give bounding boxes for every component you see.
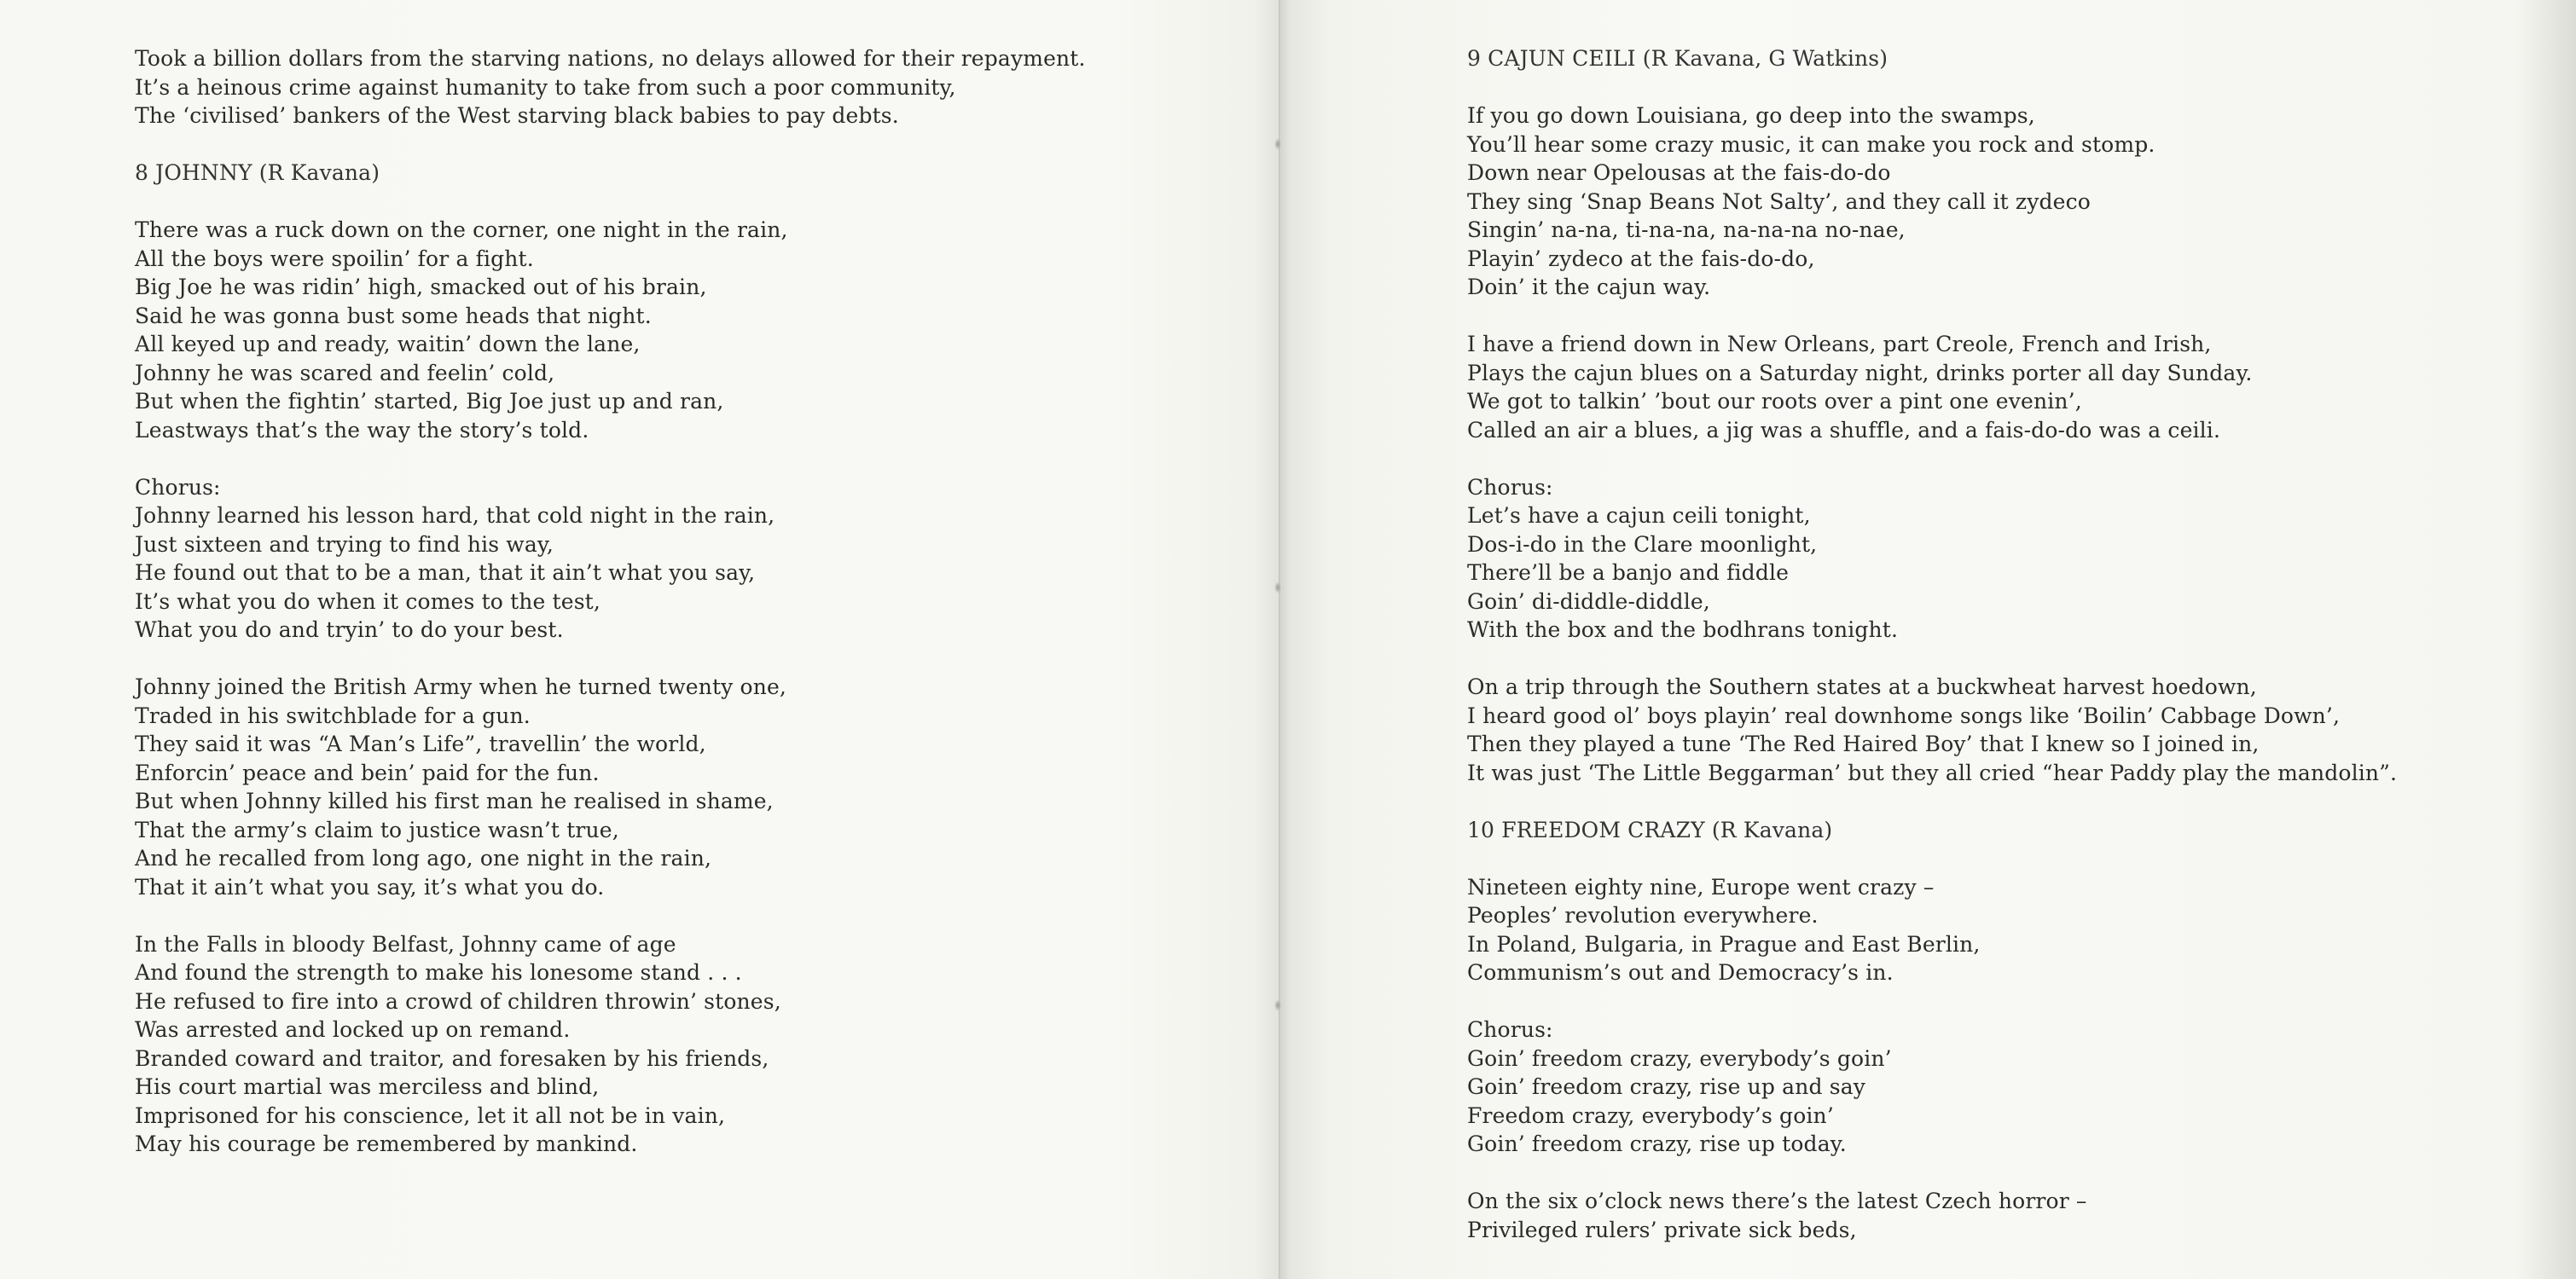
lyric-line: Traded in his switchblade for a gun.	[135, 703, 531, 728]
lyric-line: Johnny joined the British Army when he turned twenty one,	[135, 674, 787, 699]
song-10-chorus	[1467, 1045, 2397, 1159]
lyric-line: He refused to fire into a crowd of children throwin’ stones,	[135, 988, 781, 1014]
lyric-line: Down near Opelousas at the fais-do-do	[1467, 160, 1891, 185]
lyric-line: Took a billion dollars from the starving nations, no delays allowed for their repayment.	[135, 46, 1086, 71]
lyric-line: There’ll be a banjo and fiddle	[1467, 560, 1790, 585]
lyric-line: Doin’ it the cajun way.	[1467, 275, 1711, 299]
lyric-line: Goin’ di-diddle-diddle,	[1467, 588, 1710, 614]
song-8-heading: 8 JOHNNY (R Kavana)	[135, 160, 380, 185]
lyric-line: But when Johnny killed his first man he realised in shame,	[135, 789, 774, 813]
song-10-verse-1	[1467, 873, 2397, 987]
lyric-line: His court martial was merciless and blind,	[135, 1074, 600, 1099]
song-10-verse-2	[1467, 1187, 2397, 1244]
lyric-line: In Poland, Bulgaria, in Prague and East Berlin,	[1467, 931, 1981, 957]
lyric-line: All the boys were spoilin’ for a fight.	[135, 246, 534, 271]
lyric-line: I heard good ol’ boys playin’ real downhome songs like ‘Boilin’ Cabbage Down’,	[1467, 703, 2341, 728]
lyric-line: The ‘civilised’ bankers of the West starving black babies to pay debts.	[135, 103, 899, 128]
right-page	[1280, 0, 2576, 1279]
lyric-line: Plays the cajun blues on a Saturday night, drinks porter all day Sunday.	[1467, 360, 2253, 385]
lyric-line: Branded coward and traitor, and foresaken by his friends,	[135, 1045, 769, 1071]
lyric-line: Johnny he was scared and feelin’ cold,	[135, 360, 555, 385]
lyric-line: Goin’ freedom crazy, everybody’s goin’	[1467, 1045, 1892, 1071]
lyric-line: It was just ‘The Little Beggarman’ but they all cried “hear Paddy play the mandolin”.	[1467, 760, 2398, 785]
chorus-label: Chorus:	[135, 474, 221, 500]
lyric-line: Said he was gonna bust some heads that night.	[135, 303, 652, 328]
lyric-line: They sing ‘Snap Beans Not Salty’, and they call it zydeco	[1467, 188, 2091, 214]
lyric-line: On the six o’clock news there’s the latest Czech horror –	[1467, 1189, 2087, 1213]
lyric-line: With the box and the bodhrans tonight.	[1467, 617, 1899, 642]
right-page-text	[1467, 44, 2397, 1244]
song-10-heading: 10 FREEDOM CRAZY (R Kavana)	[1467, 817, 1833, 842]
lyric-line: Johnny learned his lesson hard, that cold night in the rain,	[135, 503, 775, 528]
lyric-line: It’s a heinous crime against humanity to take from such a poor community,	[135, 74, 956, 100]
song-9-heading: 9 CAJUN CEILI (R Kavana, G Watkins)	[1467, 46, 1888, 71]
lyric-line: Imprisoned for his conscience, let it all not be in vain,	[135, 1102, 726, 1128]
song-9-verse-2	[1467, 330, 2397, 444]
lyric-line: I have a friend down in New Orleans, part Creole, French and Irish,	[1467, 332, 2212, 356]
song-9-verse-1	[1467, 101, 2397, 302]
lyric-line: Was arrested and locked up on remand.	[135, 1017, 571, 1042]
lyric-line: He found out that to be a man, that it ain’t what you say,	[135, 560, 756, 585]
lyric-line: May his courage be remembered by mankind.	[135, 1131, 638, 1156]
lyric-line: Dos-i-do in the Clare moonlight,	[1467, 531, 1818, 557]
intro-verse	[135, 44, 1086, 130]
lyric-line: Privileged rulers’ private sick beds,	[1467, 1217, 1857, 1242]
lyric-line: And found the strength to make his lonesome stand . . .	[135, 960, 742, 985]
lyric-line: Leastways that’s the way the story’s told.	[135, 417, 589, 443]
lyric-line: If you go down Louisiana, go deep into the swamps,	[1467, 103, 2035, 128]
lyric-line: Just sixteen and trying to find his way,	[135, 531, 554, 557]
lyric-line: You’ll hear some crazy music, it can make you rock and stomp.	[1467, 131, 2155, 157]
lyric-line: Singin’ na-na, ti-na-na, na-na-na no-nae,	[1467, 217, 1906, 242]
lyric-line: Nineteen eighty nine, Europe went crazy –	[1467, 874, 1935, 900]
chorus-label: Chorus:	[1467, 474, 1553, 500]
chorus-label: Chorus:	[1467, 1017, 1553, 1042]
song-9-chorus	[1467, 501, 2397, 645]
lyric-line: There was a ruck down on the corner, one night in the rain,	[135, 217, 788, 242]
song-9-verse-3	[1467, 673, 2397, 787]
lyric-line: Freedom crazy, everybody’s goin’	[1467, 1102, 1834, 1128]
lyric-line: All keyed up and ready, waitin’ down the lane,	[135, 332, 641, 356]
lyric-line: But when the fightin’ started, Big Joe just up and ran,	[135, 389, 724, 414]
song-8-verse-3	[135, 930, 1086, 1159]
song-8-chorus	[135, 501, 1086, 645]
lyric-line: Then they played a tune ‘The Red Haired Boy’ that I knew so I joined in,	[1467, 732, 2260, 756]
lyric-line: On a trip through the Southern states at a buckwheat harvest hoedown,	[1467, 674, 2257, 699]
left-page	[0, 0, 1279, 1279]
lyric-line: They said it was “A Man’s Life”, travellin’ the world,	[135, 732, 706, 756]
lyric-line: Called an air a blues, a jig was a shuffle, and a fais-do-do was a ceili.	[1467, 417, 2221, 443]
lyric-line: Let’s have a cajun ceili tonight,	[1467, 503, 1811, 528]
lyric-line: Goin’ freedom crazy, rise up and say	[1467, 1074, 1866, 1099]
song-8-verse-1	[135, 216, 1086, 444]
lyric-line: It’s what you do when it comes to the test,	[135, 588, 600, 614]
lyric-line: That it ain’t what you say, it’s what you do.	[135, 874, 605, 900]
lyric-line: What you do and tryin’ to do your best.	[135, 617, 564, 642]
lyric-line: Playin’ zydeco at the fais-do-do,	[1467, 246, 1815, 271]
song-8-verse-2	[135, 673, 1086, 901]
lyric-line: In the Falls in bloody Belfast, Johnny came of age	[135, 931, 676, 957]
lyric-line: Big Joe he was ridin’ high, smacked out of his brain,	[135, 275, 707, 299]
lyric-line: Communism’s out and Democracy’s in.	[1467, 960, 1894, 985]
lyric-line: Enforcin’ peace and bein’ paid for the fun.	[135, 760, 600, 785]
lyric-line: Peoples’ revolution everywhere.	[1467, 903, 1819, 928]
left-page-text	[135, 44, 1086, 1159]
lyric-line: We got to talkin’ ’bout our roots over a pint one evenin’,	[1467, 389, 2082, 414]
lyric-line: Goin’ freedom crazy, rise up today.	[1467, 1131, 1847, 1156]
lyric-line: That the army’s claim to justice wasn’t true,	[135, 817, 619, 842]
lyric-line: And he recalled from long ago, one night in the rain,	[135, 846, 712, 871]
